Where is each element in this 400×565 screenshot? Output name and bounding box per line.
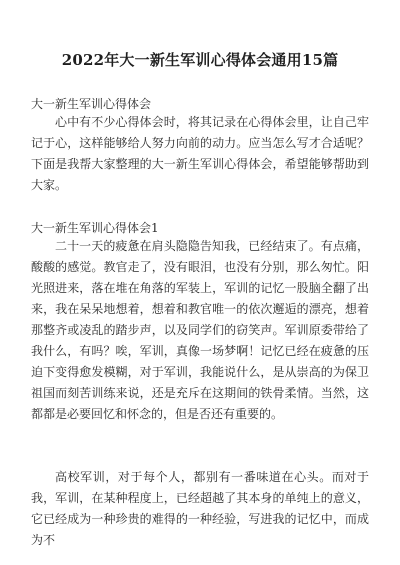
intro-paragraph: 心中有不少心得体会时，将其记录在心得体会里，让自己牢记于心，这样能够给人努力向前的动力。应当怎么写才合适呢？下面是我帮大家整理的大一新生军训心得体会，希望能够帮助到大家。 [31, 115, 369, 192]
article-heading: 大一新生军训心得体会1 [31, 221, 159, 235]
document-title: 2022年大一新生军训心得体会通用15篇 [61, 51, 339, 69]
body-paragraph-2: 高校军训，对于每个人，都别有一番味道在心头。而对于我，军训，在某种程度上，已经超越了其本身的单纯上的意义，它已经成为一种珍贵的难得的一种经验，写进我的记忆中，而成为不 [31, 470, 369, 547]
section-heading: 大一新生军训心得体会 [31, 97, 152, 111]
body-paragraph-1: 二十一天的疲惫在肩头隐隐告知我，已经结束了。有点痛，酸酸的感觉。教官走了，没有眼泪，也没有分别，那么匆忙。阳光照进来，落在堆在角落的军装上，军训的记忆一股脑全翻了出来，我在呆呆地想着，想着和教官唯一的依次邂逅的漂亮，想着那整齐或凌乱的踏步声，以及同学们的窃笑声。军训原委带给了我什么，有吗？唉，军训，真像一场梦啊！记忆已经在疲惫的压迫下变得愈发模糊，对于军训，我能说什么，是从崇高的为保卫祖国而刻苦训练来说，还是充斥在这期间的铁骨柔情。当然，这都都是必要回忆和怀念的，但是否还有重要的。 [31, 239, 369, 421]
